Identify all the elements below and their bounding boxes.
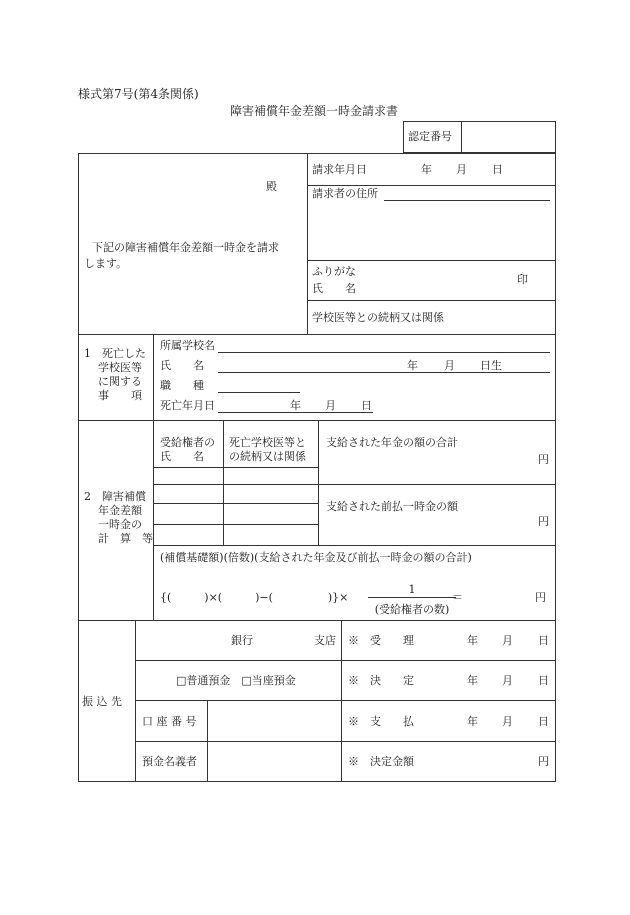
birth-month: 月	[444, 359, 455, 372]
decision-amount-label: ※ 決定金額	[348, 755, 414, 768]
birth-day: 日生	[480, 359, 502, 372]
section1-label-line1: 1 死亡した	[84, 347, 146, 360]
address-label: 請求者の住所	[312, 187, 378, 200]
beneficiary-name-header-1: 受給権者の	[160, 436, 215, 449]
formula-equals: ＝	[452, 591, 463, 604]
fraction-bar	[368, 597, 456, 598]
decision-label: ※ 決 定	[348, 674, 414, 687]
death-month: 月	[325, 399, 336, 412]
request-month: 月	[456, 163, 467, 176]
school-name-label: 所属学校名	[160, 339, 215, 352]
death-day: 日	[361, 399, 372, 412]
receipt-month: 月	[502, 634, 513, 647]
furigana-label: ふりがな	[312, 265, 356, 278]
cert-number-label: 認定番号	[408, 130, 452, 143]
account-type-options[interactable]: □普通預金 □当座預金	[176, 674, 296, 687]
request-text-line1: 下記の障害補償年金差額一時金を請求	[92, 241, 279, 254]
beneficiary-name-header-2: 氏 名	[160, 450, 204, 463]
pension-total-yen: 円	[538, 453, 549, 466]
receipt-day: 日	[538, 634, 549, 647]
payment-day: 日	[538, 715, 549, 728]
formula-numerator: 1	[408, 583, 416, 596]
decision-amount-yen: 円	[538, 755, 549, 768]
form-title: 障害補償年金差額一時金請求書	[230, 104, 399, 118]
decision-year: 年	[467, 674, 478, 687]
address-field[interactable]	[384, 200, 550, 201]
payment-label: ※ 支 払	[348, 715, 414, 728]
receipt-year: 年	[467, 634, 478, 647]
formula-denominator: (受給権者の数)	[374, 603, 450, 616]
job-label: 職 種	[160, 379, 204, 392]
account-number-label: 口 座 番 号	[142, 715, 197, 728]
death-date-label: 死亡年月日	[160, 399, 215, 412]
decision-month: 月	[502, 674, 513, 687]
relation-label: 学校医等との続柄又は関係	[312, 311, 444, 324]
section2-label-line3: 一時金の	[98, 518, 142, 531]
decision-day: 日	[538, 674, 549, 687]
section2-label-line1: 2 障害補償	[84, 490, 146, 503]
section2-label-line2: 年金差額	[98, 504, 142, 517]
formula-part1: {( )×( )−( )}×	[160, 591, 349, 604]
bank-label: 銀行	[231, 634, 253, 647]
transfer-destination-label: 振 込 先	[82, 695, 122, 708]
section1-label-line4: 事 項	[98, 389, 142, 402]
relation-header-2: の続柄又は関係	[229, 450, 306, 463]
branch-label: 支店	[314, 634, 336, 647]
request-date-label: 請求年月日	[312, 163, 367, 176]
request-text-line2: します。	[84, 257, 128, 270]
request-day: 日	[492, 163, 503, 176]
account-holder-label: 預金名義者	[142, 755, 197, 768]
request-year: 年	[421, 163, 432, 176]
relation-header-1: 死亡学校医等と	[229, 436, 306, 449]
formula-yen: 円	[535, 591, 546, 604]
advance-payment-label: 支給された前払一時金の額	[326, 500, 458, 513]
pension-total-label: 支給された年金の額の合計	[326, 436, 458, 449]
formula-header: (補償基礎額)(倍数)(支給された年金及び前払一時金の額の合計)	[160, 551, 472, 564]
seal-mark: 印	[517, 273, 528, 286]
section2-label-line4: 計 算 等	[98, 532, 153, 545]
cert-number-field[interactable]	[465, 124, 551, 150]
claimant-name-label: 氏 名	[312, 282, 356, 295]
school-name-field[interactable]	[218, 352, 550, 353]
addressee-suffix: 殿	[266, 180, 277, 193]
receipt-label: ※ 受 理	[348, 634, 414, 647]
birth-year: 年	[407, 359, 418, 372]
form-code: 様式第7号(第4条関係)	[78, 87, 199, 101]
header-divider	[307, 153, 308, 334]
payment-month: 月	[502, 715, 513, 728]
job-field[interactable]	[218, 392, 300, 393]
cert-number-divider	[461, 121, 462, 153]
deceased-name-label: 氏 名	[160, 359, 204, 372]
advance-payment-yen: 円	[538, 515, 549, 528]
section1-label-line3: に関する	[98, 375, 142, 388]
section1-label-line2: 学校医等	[98, 361, 142, 374]
payment-year: 年	[467, 715, 478, 728]
death-year: 年	[290, 399, 301, 412]
